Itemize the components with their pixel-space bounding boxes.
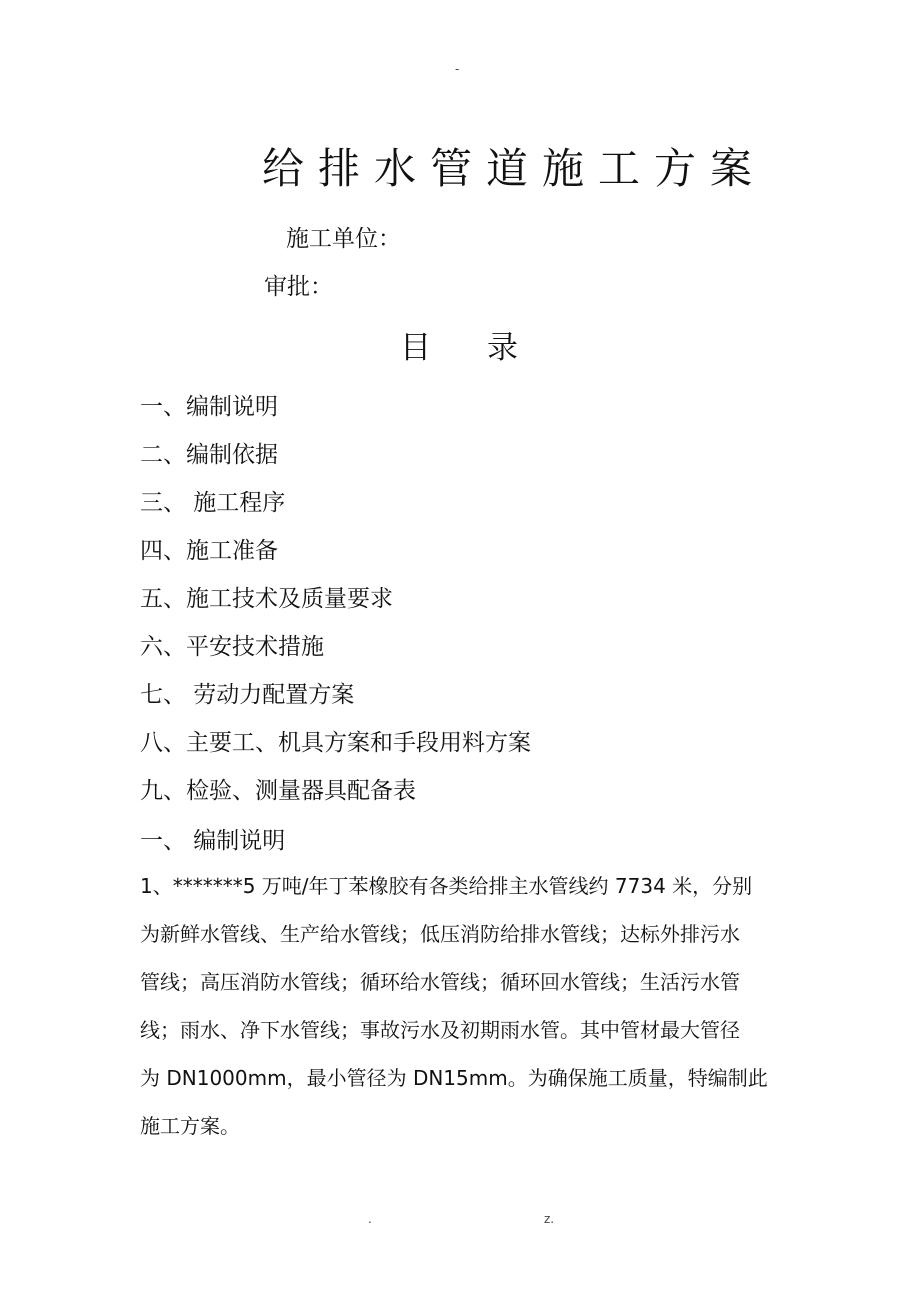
construction-unit-label: 施工单位：	[286, 226, 401, 252]
approval-label: 审批：	[264, 274, 333, 300]
paragraph-line: 为 DN1000mm，最小管径为 DN15mm。为确保施工质量，特编制此	[140, 1066, 768, 1090]
document-title: 给排水管道施工方案	[262, 144, 767, 193]
toc-item-1: 一、编制说明	[140, 394, 278, 420]
paragraph-line: 为新鲜水管线、生产给水管线；低压消防给排水管线；达标外排污水	[140, 922, 740, 946]
toc-item-6: 六、平安技术措施	[140, 634, 324, 660]
paragraph-line: 1、*******5 万吨/年丁苯橡胶有各类给排主水管线约 7734 米，分别	[140, 874, 753, 898]
paragraph-line: 管线；高压消防水管线；循环给水管线；循环回水管线；生活污水管	[140, 970, 740, 994]
toc-item-7: 七、 劳动力配置方案	[140, 682, 355, 708]
toc-item-3: 三、 施工程序	[140, 490, 286, 516]
section-heading: 一、 编制说明	[140, 828, 286, 854]
toc-heading: 目录	[400, 330, 574, 366]
header-mark: -	[455, 62, 460, 76]
footer-right-mark: z.	[544, 1212, 555, 1226]
toc-item-5: 五、施工技术及质量要求	[140, 586, 393, 612]
paragraph-line: 施工方案。	[140, 1114, 240, 1138]
toc-item-2: 二、编制依据	[140, 442, 278, 468]
section-paragraph	[140, 862, 785, 1150]
footer-left-mark: .	[368, 1212, 372, 1226]
toc-item-4: 四、施工准备	[140, 538, 278, 564]
paragraph-line: 线；雨水、净下水管线；事故污水及初期雨水管。其中管材最大管径	[140, 1018, 740, 1042]
toc-item-8: 八、主要工、机具方案和手段用料方案	[140, 730, 531, 756]
toc-item-9: 九、检验、测量器具配备表	[140, 778, 416, 804]
